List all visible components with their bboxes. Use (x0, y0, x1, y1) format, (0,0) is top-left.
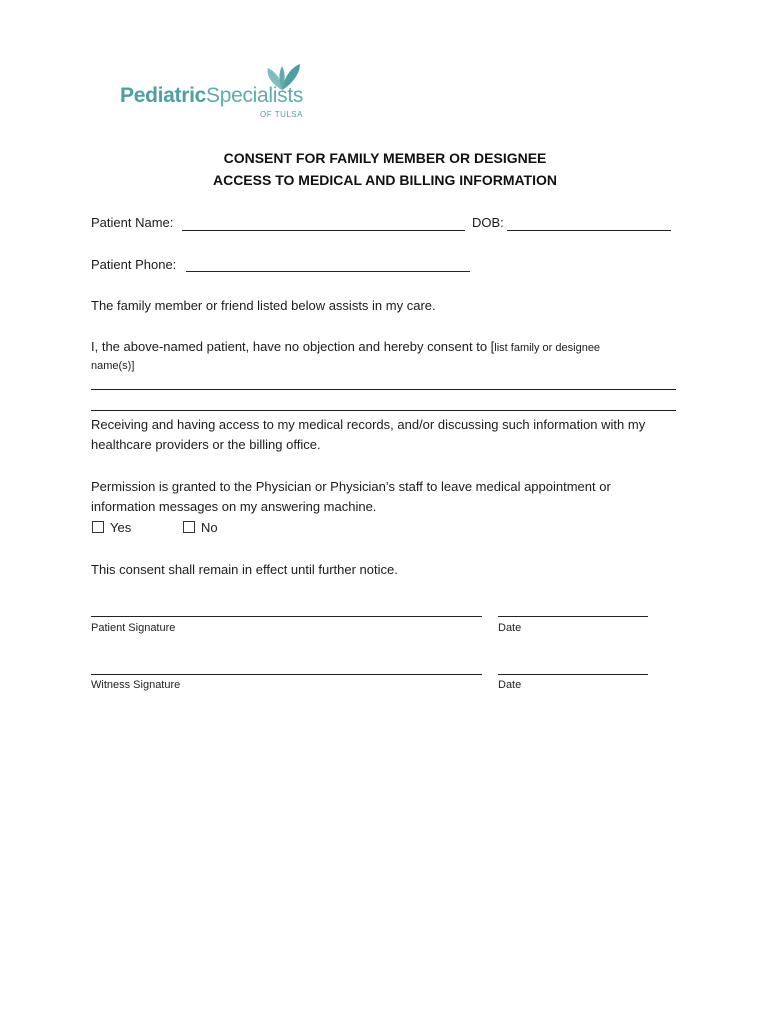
no-label: No (201, 520, 218, 535)
consent-intro (91, 337, 600, 358)
witness-signature-label: Witness Signature (91, 679, 181, 691)
form-title-line1: CONSENT FOR FAMILY MEMBER OR DESIGNEE (223, 150, 547, 166)
assist-statement: The family member or friend listed below assists in my care. (91, 298, 436, 313)
patient-phone-field[interactable] (186, 271, 470, 272)
designee-hint-continued: name(s)] (91, 360, 135, 372)
patient-date-line[interactable] (498, 616, 648, 617)
logo-brand-part2: Specialists (206, 84, 304, 107)
access-statement-line2: healthcare providers or the billing office. (91, 437, 321, 452)
logo-brand-part1: Pediatric (120, 84, 207, 107)
option-yes[interactable] (92, 518, 131, 538)
yes-label: Yes (110, 520, 132, 535)
practice-logo (120, 62, 320, 124)
dob-label: DOB: (472, 215, 504, 230)
no-checkbox[interactable] (183, 521, 195, 533)
consent-intro-text: I, the above-named patient, have no objection and hereby consent to [ (91, 339, 495, 354)
yes-checkbox[interactable] (92, 521, 104, 533)
option-no[interactable] (183, 518, 218, 538)
patient-name-field[interactable] (182, 230, 465, 231)
form-title-line2: ACCESS TO MEDICAL AND BILLING INFORMATION (212, 172, 558, 188)
dob-field[interactable] (507, 230, 671, 231)
witness-date-label: Date (498, 679, 522, 691)
logo-subtitle: OF TULSA (260, 110, 303, 119)
designee-name-line-2[interactable] (91, 410, 676, 411)
designee-hint: list family or designee (494, 342, 601, 354)
access-statement-line1: Receiving and having access to my medical records, and/or discussing such information with my (91, 417, 646, 432)
permission-statement-line2: information messages on my answering machine. (91, 499, 377, 514)
witness-signature-line[interactable] (91, 674, 482, 675)
patient-signature-label: Patient Signature (91, 622, 176, 634)
designee-name-line-1[interactable] (91, 389, 676, 390)
effect-statement: This consent shall remain in effect until further notice. (91, 562, 398, 577)
patient-name-label: Patient Name: (91, 215, 174, 230)
patient-date-label: Date (498, 622, 522, 634)
logo-wordmark (120, 84, 303, 108)
patient-signature-line[interactable] (91, 616, 482, 617)
permission-statement-line1: Permission is granted to the Physician or Physician’s staff to leave medical appointment or (91, 479, 611, 494)
patient-phone-label: Patient Phone: (91, 257, 177, 272)
witness-date-line[interactable] (498, 674, 648, 675)
